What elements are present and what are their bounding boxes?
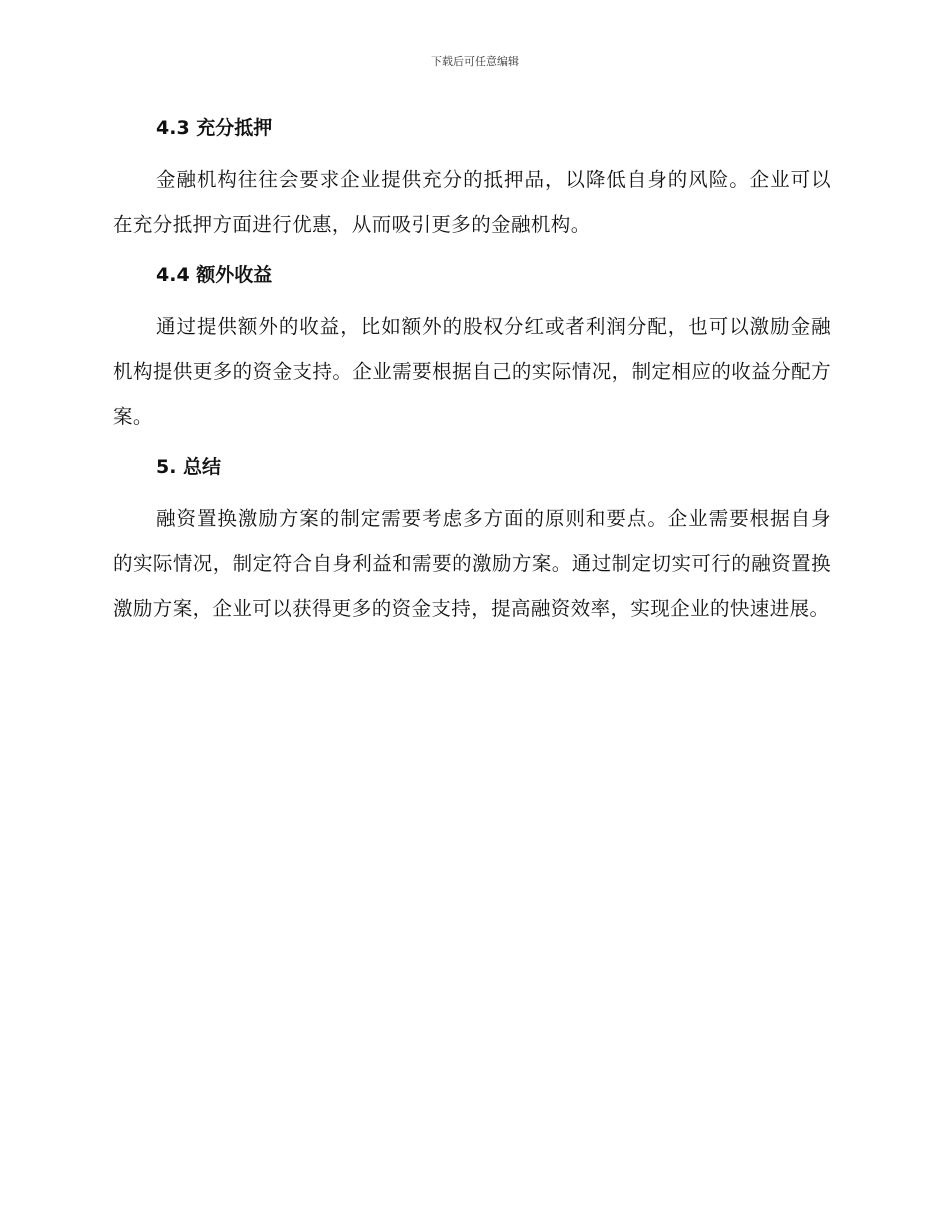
section-heading: 4.3 充分抵押: [156, 117, 273, 139]
document-body: [113, 112, 831, 631]
section-paragraph: 通过提供额外的收益，比如额外的股权分红或者利润分配，也可以激励金融机构提供更多的资金支持。企业需要根据自己的实际情况，制定相应的收益分配方案。: [113, 315, 831, 428]
section-5: [113, 451, 831, 631]
page-header: 下载后可任意编辑: [431, 55, 519, 68]
section-heading: 4.4 额外收益: [156, 264, 273, 286]
section-paragraph: 金融机构往往会要求企业提供充分的抵押品，以降低自身的风险。企业可以在充分抵押方面进行优惠，从而吸引更多的金融机构。: [113, 168, 831, 236]
section-heading: 5. 总结: [156, 456, 222, 478]
section-paragraph: 融资置换激励方案的制定需要考虑多方面的原则和要点。企业需要根据自身的实际情况，制定符合自身利益和需要的激励方案。通过制定切实可行的融资置换激励方案，企业可以获得更多的资金支持，提高融资效率，实现企业的快速进展。: [113, 507, 831, 620]
section-4-4: [113, 259, 831, 439]
section-4-3: [113, 112, 831, 247]
